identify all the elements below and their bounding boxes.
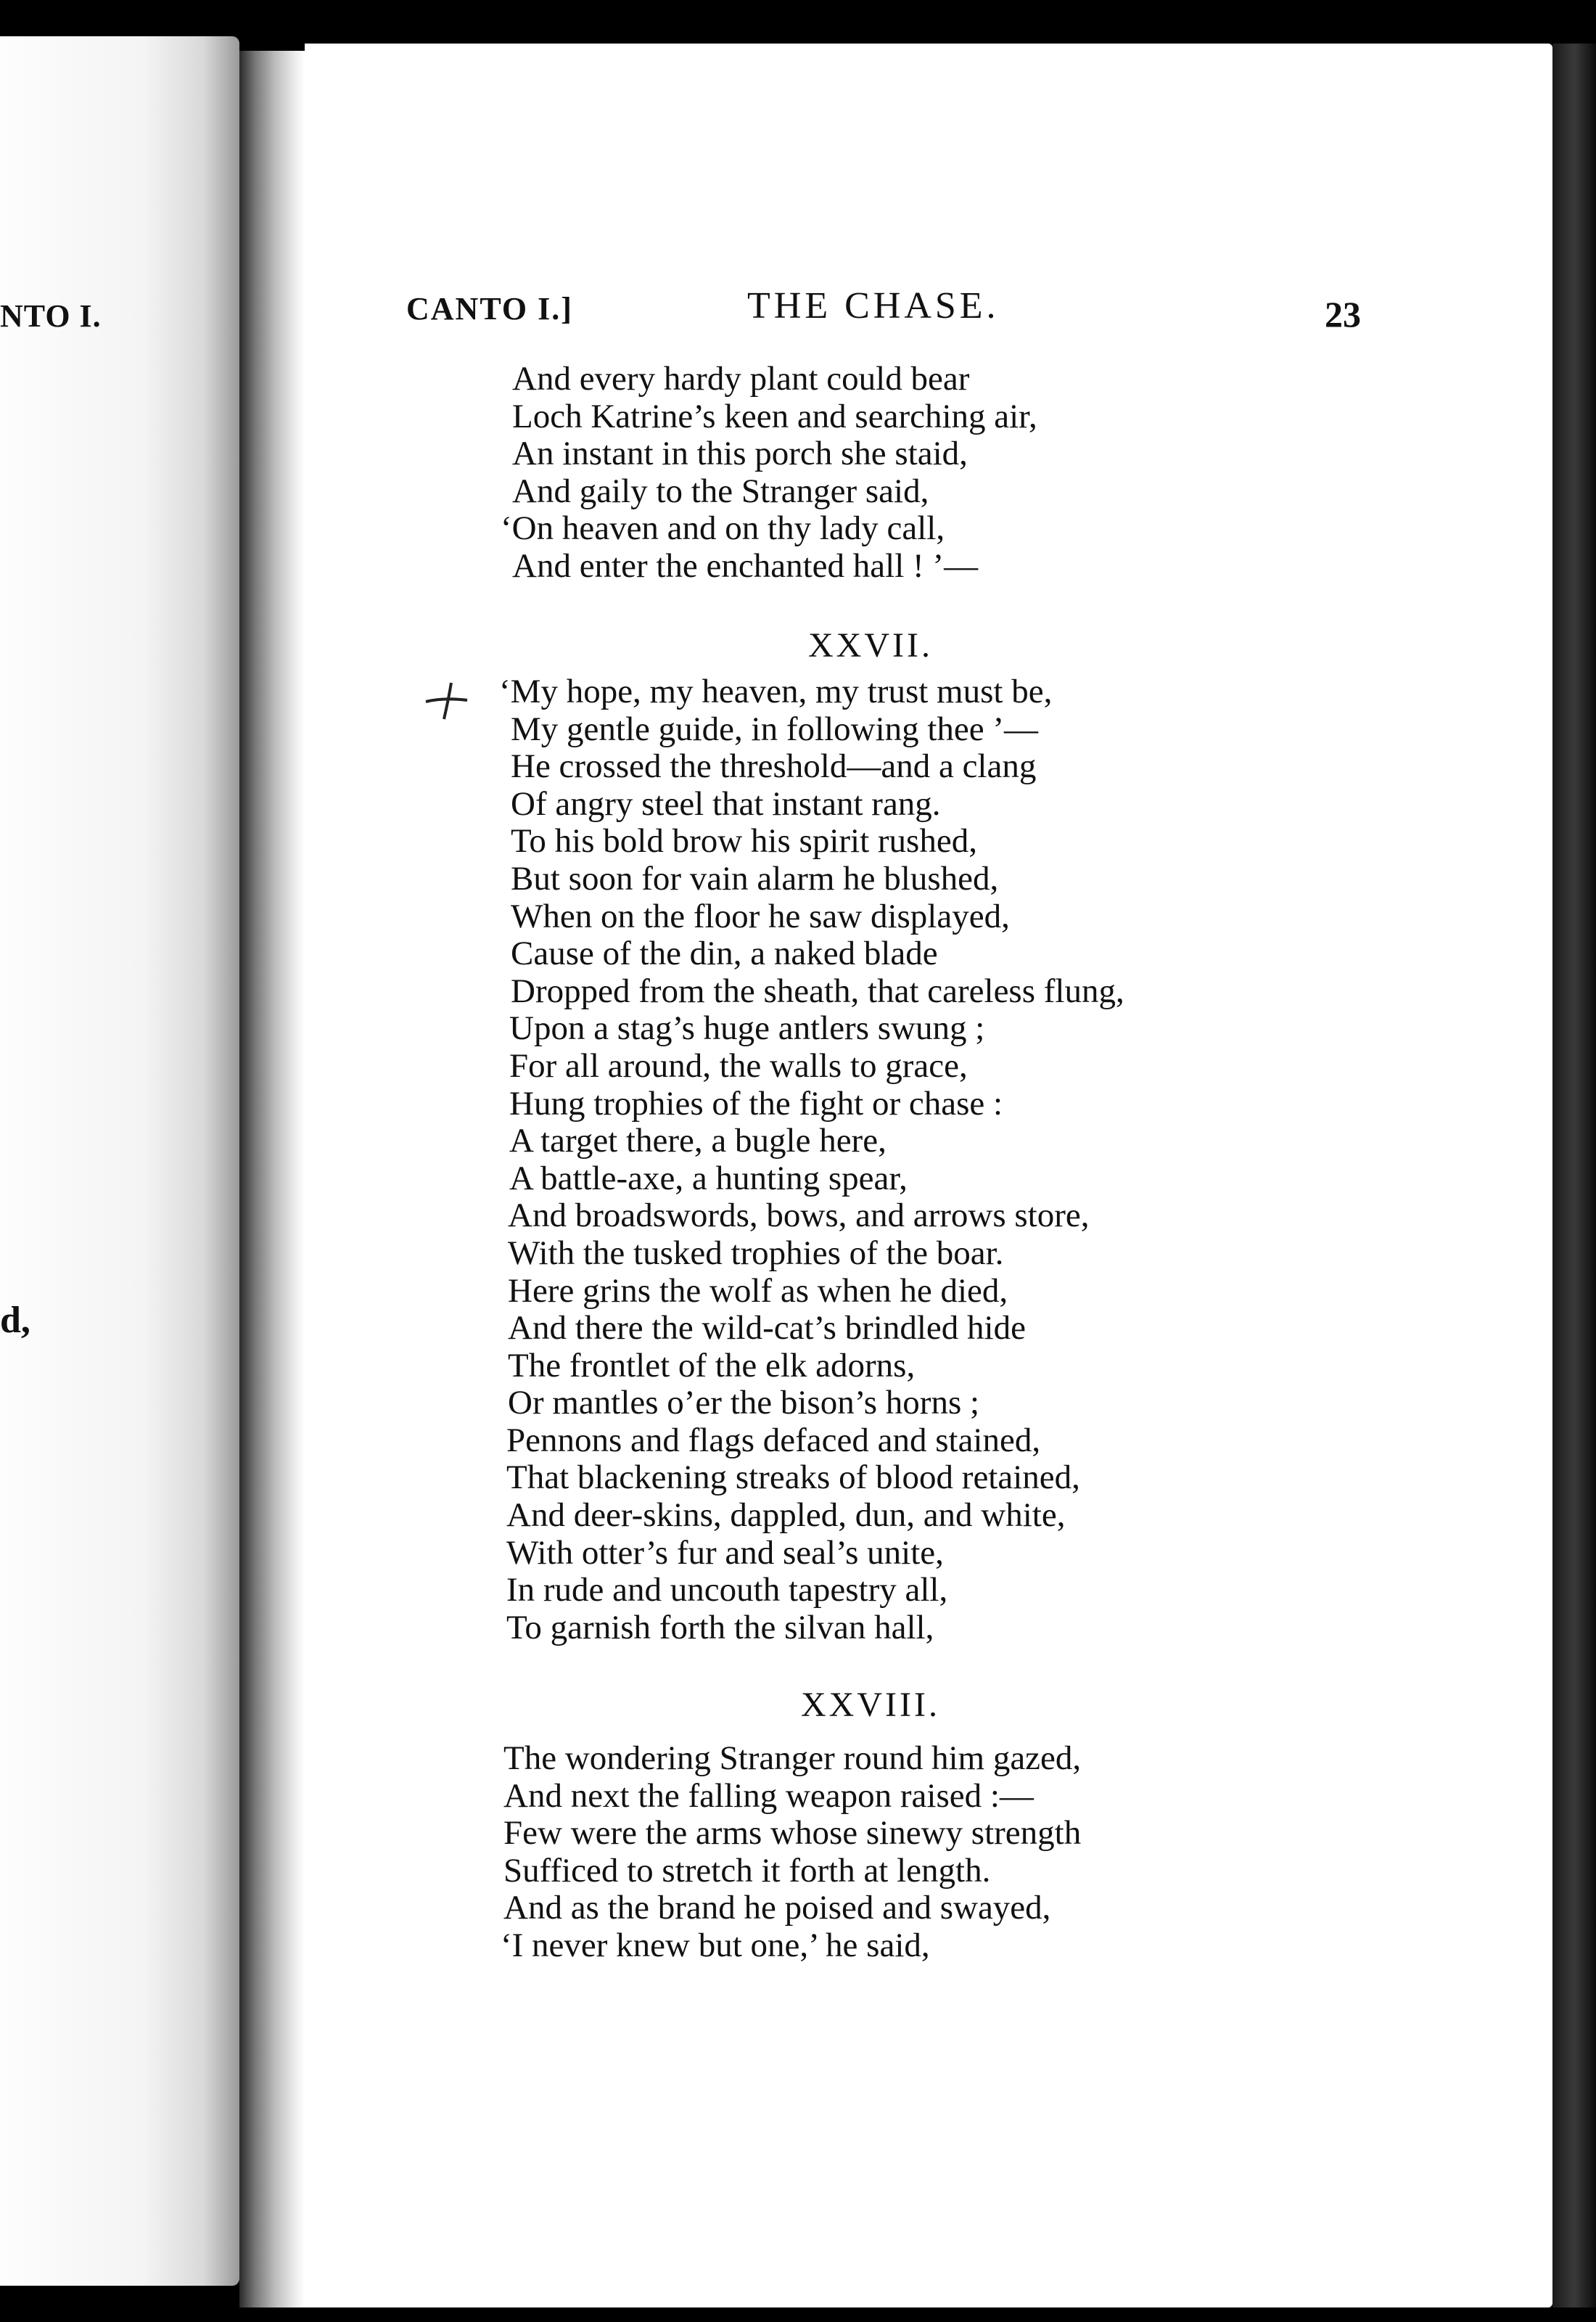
previous-page-text-fragment: d, xyxy=(0,1300,30,1341)
verse-line: Pennons and flags defaced and stained, xyxy=(506,1421,1041,1459)
stanza-heading-xxvii: XXVII. xyxy=(808,626,933,665)
verse-line: A battle-axe, a hunting spear, xyxy=(509,1159,908,1197)
verse-line: And enter the enchanted hall ! ’— xyxy=(512,546,979,585)
page-number: 23 xyxy=(1325,294,1361,335)
verse-line: With the tusked trophies of the boar. xyxy=(508,1234,1004,1272)
verse-line: And gaily to the Stranger said, xyxy=(512,472,929,510)
verse-line: When on the floor he saw displayed, xyxy=(511,897,1010,935)
verse-line: Sufficed to stretch it forth at length. xyxy=(503,1851,991,1890)
verse-line: With otter’s fur and seal’s unite, xyxy=(506,1533,944,1572)
verse-line: Few were the arms whose sinewy strength xyxy=(503,1814,1082,1853)
verse-line: But soon for vain alarm he blushed, xyxy=(511,859,999,898)
verse-line: In rude and uncouth tapestry all, xyxy=(506,1571,948,1609)
verse-line: ‘I never knew but one,’ he said, xyxy=(501,1926,930,1964)
verse-line: An instant in this porch she staid, xyxy=(512,435,968,473)
stanza-heading-xxviii: XXVIII. xyxy=(801,1686,940,1724)
verse-line: Upon a stag’s huge antlers swung ; xyxy=(509,1009,985,1048)
previous-page-header-fragment: NTO I. xyxy=(0,298,102,334)
verse-line: Dropped from the sheath, that careless flung, xyxy=(511,972,1124,1010)
verse-line: That blackening streaks of blood retained, xyxy=(506,1459,1080,1497)
verse-line: For all around, the walls to grace, xyxy=(509,1046,968,1085)
verse-line: He crossed the threshold—and a clang xyxy=(511,747,1037,786)
stanza-xxviii xyxy=(0,1740,1248,1965)
verse-line: Here grins the wolf as when he died, xyxy=(508,1271,1008,1310)
verse-line: The wondering Stranger round him gazed, xyxy=(503,1739,1082,1777)
verse-line: And next the falling weapon raised :— xyxy=(503,1776,1034,1815)
verse-line: Loch Katrine’s keen and searching air, xyxy=(512,397,1037,435)
verse-line: ‘My hope, my heaven, my trust must be, xyxy=(499,673,1053,710)
stanza-continued xyxy=(0,361,1248,586)
verse-line: ‘On heaven and on thy lady call, xyxy=(501,509,945,548)
running-head-canto: CANTO I.] xyxy=(406,291,573,327)
verse-line: And broadswords, bows, and arrows store, xyxy=(508,1197,1090,1235)
verse-line: My gentle guide, in following thee ’— xyxy=(511,710,1039,748)
running-head-title: THE CHASE. xyxy=(747,285,1000,327)
verse-line: To garnish forth the silvan hall, xyxy=(506,1608,934,1646)
page-edge xyxy=(1552,44,1596,2307)
verse-line: Or mantles o’er the bison’s horns ; xyxy=(508,1384,980,1422)
verse-line: A target there, a bugle here, xyxy=(509,1122,887,1160)
verse-line: And deer-skins, dappled, dun, and white, xyxy=(506,1496,1066,1535)
verse-line: The frontlet of the elk adorns, xyxy=(508,1346,916,1384)
verse-line: Hung trophies of the fight or chase : xyxy=(509,1084,1003,1123)
verse-line: And every hardy plant could bear xyxy=(512,360,970,398)
stanza-xxvii xyxy=(0,673,1248,1646)
verse-line: And there the wild-cat’s brindled hide xyxy=(508,1309,1026,1347)
verse-line: Of angry steel that instant rang. xyxy=(511,784,941,823)
verse-line: And as the brand he poised and swayed, xyxy=(503,1889,1051,1927)
verse-line: Cause of the din, a naked blade xyxy=(511,935,938,973)
verse-line: To his bold brow his spirit rushed, xyxy=(511,822,977,861)
